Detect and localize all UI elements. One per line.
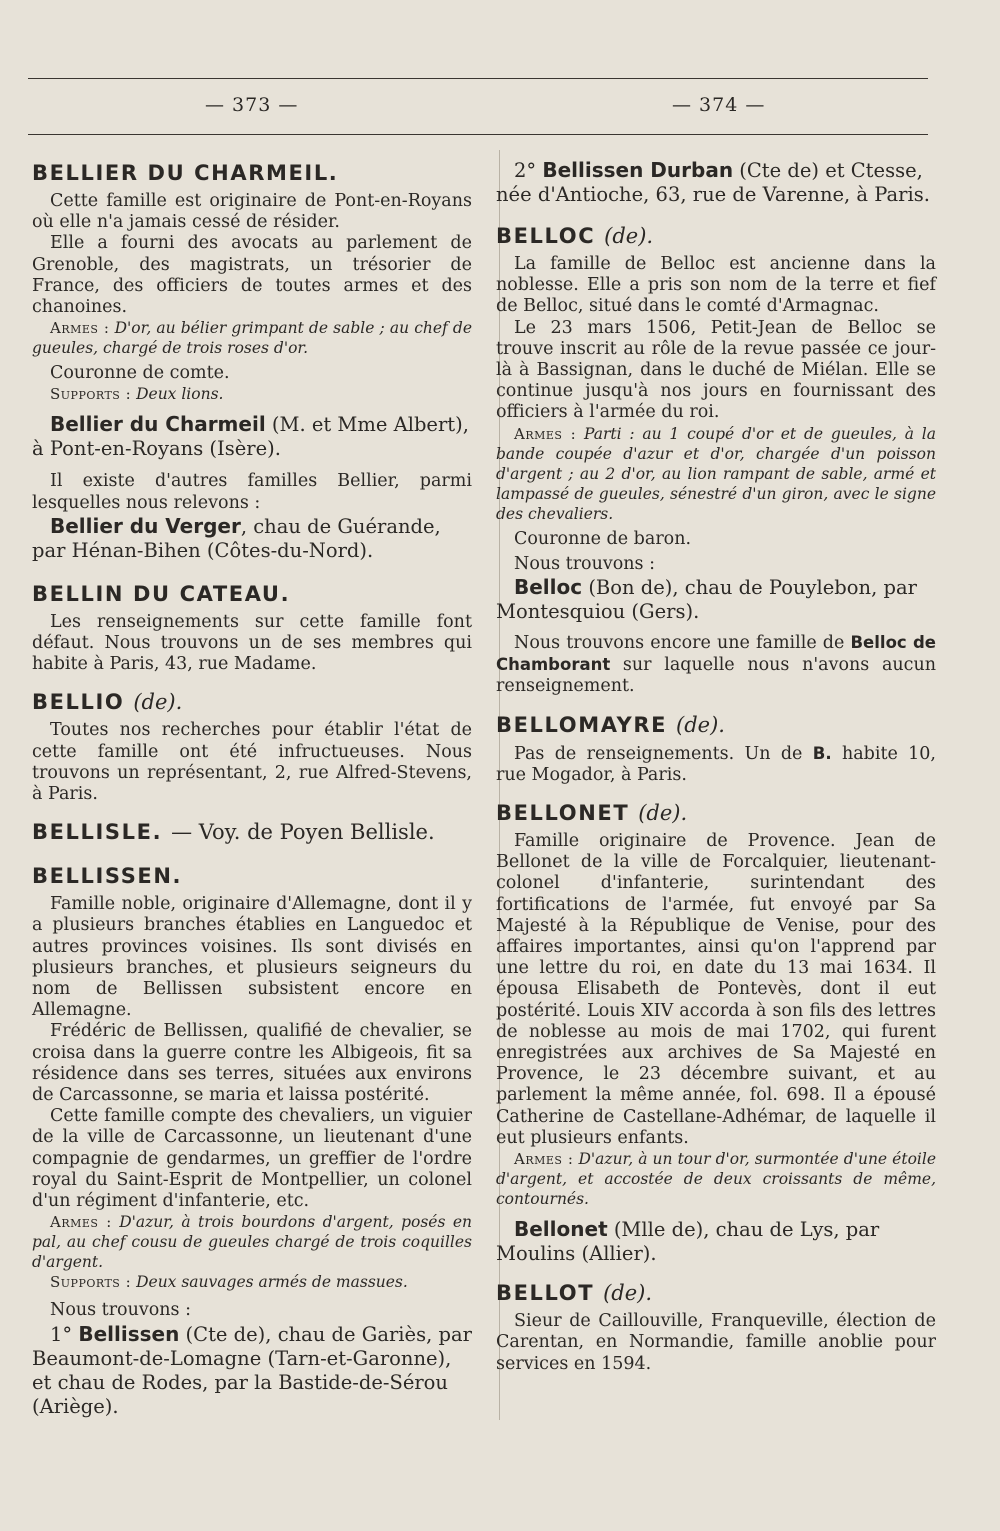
heading-belloc: BELLOC (de). [496,224,654,248]
paragraph: Il existe d'autres familles Bellier, parmi lesquelles nous relevons : [32,471,472,513]
heading-bellio: BELLIO (de). [32,690,183,715]
entry-bellonet: Bellonet (Mlle de), chau de Lys, par Moulins (Allier). [496,1217,880,1266]
left-column [32,150,472,1419]
entry-belloc: Belloc (Bon de), chau de Pouylebon, par Montesquiou (Gers). [496,575,917,624]
supports-text: Supports : Deux sauvages armés de massues. [50,1273,408,1292]
paragraph: Le 23 mars 1506, Petit-Jean de Belloc se trouve inscrit au rôle de la revue passée ce jour-là à Bassignan, dans le duché de Miélan. Elle se continue jusqu'à nos jours en fournissant des officiers à l'armée du roi. [496,317,936,423]
entry-bellissen: 1° Bellissen (Cte de), chau de Gariès, par Beaumont-de-Lomagne (Tarn-et-Garonne), et chau de Rodes, par la Bastide-de-Sérou (Ariège). [32,1321,472,1418]
arms-text: Armes : D'azur, à un tour d'or, surmontée d'une étoile d'argent, et accostée de deux croissants de même, contournés. [496,1150,936,1209]
heading-bellonet: BELLONET (de). [496,801,688,826]
paragraph: Famille originaire de Provence. Jean de Bellonet de la ville de Forcalquier, lieutenant-colonel d'infanterie, surintendant des fortifications de l'armée, fut envoyé par Sa Majesté à la République de Venise, pour des affaires importantes, ainsi qu'on l'apprend par une lettre du roi, en date du 13 mai 1634. Il épousa Elisabeth de Pontevès, dont il eut postérité. Louis XIV accorda à son fils des lettres de noblesse au mois de mai 1702, qui furent enregistrées aux archives de Sa Majesté en Provence, le 23 décembre suivant, et au parlement la même année, fol. 698. Il a épousé Catherine de Castellane-Adhémar, de laquelle il eut plusieurs enfants. [496,831,936,1148]
paragraph: Famille noble, originaire d'Allemagne, dont il y a plusieurs branches établies en Languedoc et autres provinces voisines. Ils sont divisés en plusieurs branches, et plusieurs seigneurs du nom de Bellissen subsistent encore en Allemagne. [32,894,472,1021]
heading-bellot: BELLOT (de). [496,1281,653,1306]
paragraph: Cette famille est originaire de Pont-en-Royans où elle n'a jamais cessé de résider. [32,191,472,233]
paragraph: Pas de renseignements. Un de B. habite 10, rue Mogador, à Paris. [496,743,936,785]
arms-text: Armes : D'or, au bélier grimpant de sable ; au chef de gueules, chargé de trois roses d'or. [32,319,472,358]
heading-bellin-du-cateau: BELLIN DU CATEAU. [32,581,291,606]
heading-bellomayre: BELLOMAYRE (de). [496,712,725,737]
crown-text: Couronne de baron. [514,528,692,549]
heading-bellier-du-charmeil: BELLIER DU CHARMEIL. [32,161,339,185]
left-page-number: — 373 — [205,94,299,116]
paragraph: La famille de Belloc est ancienne dans la noblesse. Elle a pris son nom de la terre et fief de Belloc, situé dans le comté d'Armagnac. [496,254,936,317]
right-column [496,150,936,1375]
right-page-number: — 374 — [672,94,766,116]
paragraph: Nous trouvons : [50,1300,191,1321]
paragraph: Les renseignements sur cette famille font défaut. Nous trouvons un de ses membres qui habite à Paris, 43, rue Madame. [32,611,472,675]
entry-bellier-du-verger: Bellier du Verger, chau de Guérande, par Hénan-Bihen (Côtes-du-Nord). [32,513,441,562]
paragraph: Nous trouvons : [514,553,655,574]
arms-text: Armes : D'azur, à trois bourdons d'argent, posés en pal, au chef cousu de gueules chargé de trois coquilles d'argent. [32,1213,472,1272]
entry-bellissen-durban: 2° Bellissen Durban (Cte de) et Ctesse, née d'Antioche, 63, rue de Varenne, à Paris. [496,158,930,206]
heading-bellissen: BELLISSEN. [32,864,183,889]
arms-text: Armes : Parti : au 1 coupé d'or et de gueules, à la bande coupée d'azur et d'or, chargée d'un poisson d'argent ; au 2 d'or, au lion rampant de sable, armé et lampassé de gueules, sénestré d'un giron, avec le signe des chevaliers. [496,424,936,523]
entry-bellier-du-charmeil: Bellier du Charmeil (M. et Mme Albert), à Pont-en-Royans (Isère). [32,412,469,461]
paragraph: Nous trouvons encore une famille de Belloc de Chamborant sur laquelle nous n'avons aucun renseignement. [496,633,936,697]
header-rule [28,134,928,135]
crown-text: Couronne de comte. [50,363,230,384]
paragraph: Frédéric de Bellissen, qualifié de chevalier, se croisa dans la guerre contre les Albigeois, fit sa résidence dans ses terres, situées aux environs de Carcassonne, se maria et laissa postérité. [32,1021,472,1106]
paragraph: Sieur de Caillouville, Franqueville, élection de Carentan, en Normandie, famille anoblie pour services en 1594. [496,1311,936,1374]
top-rule [28,78,928,79]
paragraph: Elle a fourni des avocats au parlement de Grenoble, des magistrats, un trésorier de France, des officiers de toutes armes et des chanoines. [32,233,472,318]
paragraph: Toutes nos recherches pour établir l'état de cette famille ont été infructueuses. Nous trouvons un représentant, 2, rue Alfred-Stevens, à Paris. [32,720,472,805]
supports-text: Supports : Deux lions. [50,385,224,404]
heading-bellisle: BELLISLE. — Voy. de Poyen Bellisle. [32,820,435,845]
paragraph: Cette famille compte des chevaliers, un viguier de la ville de Carcassonne, un lieutenant d'une compagnie de gendarmes, un greffier de l'ordre royal du Saint-Esprit de Montpellier, un colonel d'un régiment d'infanterie, etc. [32,1106,472,1212]
